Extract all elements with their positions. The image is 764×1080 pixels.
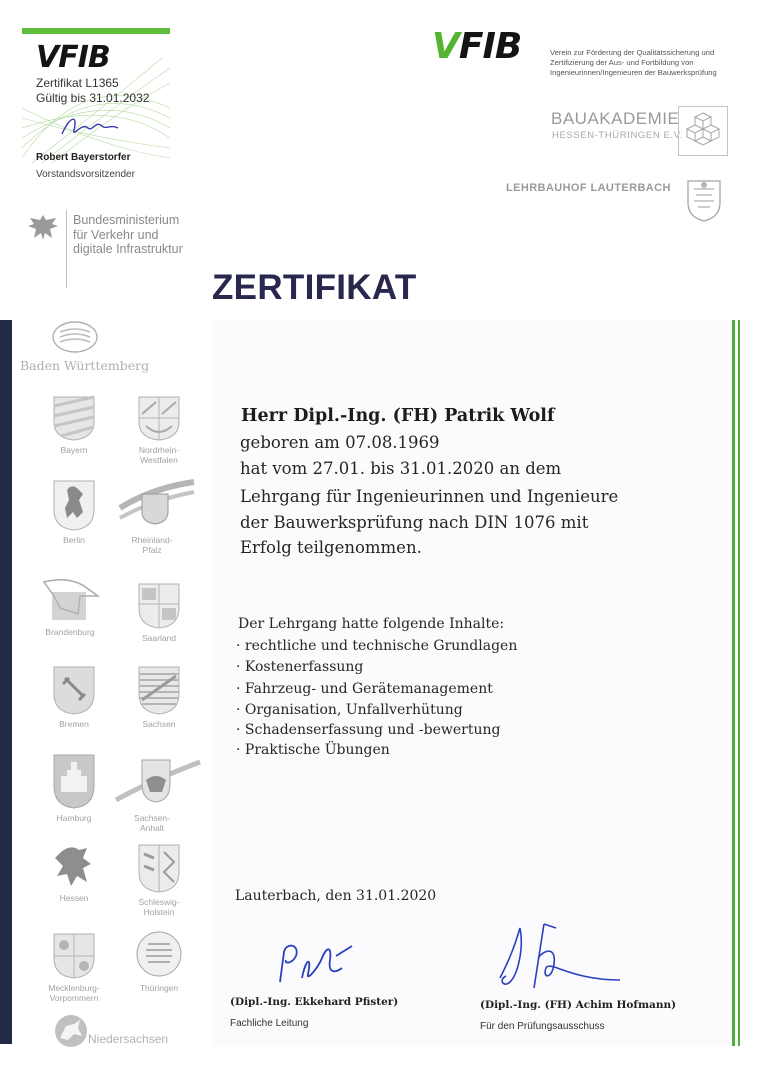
bauakademie-title: BAUAKADEMIE <box>551 109 680 128</box>
state-brandenburg <box>30 574 110 637</box>
state-hessen <box>34 842 114 903</box>
nrw-crest-icon <box>136 394 182 442</box>
bremen-key-icon <box>51 664 97 716</box>
state-bayern <box>34 394 114 455</box>
state-label: Sachsen- Anhalt <box>134 813 170 833</box>
bauakademie-subtitle: HESSEN-THÜRINGEN E.V. <box>552 130 684 141</box>
brandenburg-eagle-icon <box>38 574 102 624</box>
vfib-logo-rest: FIB <box>458 26 522 67</box>
niedersachsen-horse-icon <box>52 1014 90 1048</box>
seal-cert-number: Zertifikat L1365 <box>36 76 119 90</box>
state-rlp <box>112 478 192 555</box>
state-label: Hessen <box>59 893 89 903</box>
state-nrw <box>119 394 199 465</box>
state-berlin <box>34 478 114 545</box>
signer-2-name: (Dipl.-Ing. (FH) Achim Hofmann) <box>480 999 677 1011</box>
state-label: Bayern <box>60 445 88 455</box>
bmvi-logo <box>26 206 196 286</box>
state-label: Thüringen <box>139 983 179 993</box>
bmvi-line-3: digitale Infrastruktur <box>73 242 183 256</box>
seal-green-bar <box>22 28 170 34</box>
content-item: · Schadenserfassung und -bewertung <box>236 722 501 738</box>
signature-pfister <box>272 938 362 988</box>
federal-eagle-icon <box>26 212 60 242</box>
hamburg-castle-icon <box>51 752 97 810</box>
seal-validity: Gültig bis 31.01.2032 <box>36 91 150 105</box>
bmvi-line-1: Bundesministerium <box>73 213 180 227</box>
birth-line: geboren am 07.08.1969 <box>240 433 440 452</box>
bauakademie-cube-icon <box>678 106 728 156</box>
rlp-crest-icon <box>112 478 202 532</box>
lehrbauhof-crest-icon <box>684 175 724 223</box>
state-mecklenburg-vorpommern <box>34 928 114 1003</box>
course-norm-line: der Bauwerksprüfung nach DIN 1076 mit <box>240 513 589 532</box>
state-thueringen <box>119 928 199 993</box>
berlin-bear-icon <box>51 478 97 532</box>
hessen-lion-icon <box>51 842 97 890</box>
green-line-1 <box>732 320 735 1046</box>
state-label: Hamburg <box>56 813 92 823</box>
seal-signature <box>58 112 128 142</box>
bayern-crest-icon <box>51 394 97 442</box>
document-title: ZERTIFIKAT <box>212 268 417 307</box>
right-green-band <box>732 320 742 1046</box>
content-item: · rechtliche und technische Grundlagen <box>236 638 518 654</box>
content-item: · Kostenerfassung <box>236 659 364 675</box>
signer-1-role: Fachliche Leitung <box>230 1018 309 1029</box>
signer-2-role: Für den Prüfungsausschuss <box>480 1021 605 1032</box>
state-label: Schleswig- Holstein <box>138 897 180 917</box>
state-label: Sachsen <box>142 719 176 729</box>
state-label: Mecklenburg- Vorpommern <box>48 983 100 1003</box>
vfib-description: Verein zur Förderung der Qualitätssicherung und Zertifizierung der Aus- und Fortbildung von Ingenieurinnen/Ingenieuren der Bauwerksprüfung <box>550 48 717 77</box>
recipient-name: Herr Dipl.-Ing. (FH) Patrik Wolf <box>241 406 555 426</box>
state-label: Nordrhein- Westfalen <box>138 445 180 465</box>
certificate-seal <box>22 28 170 184</box>
content-item: · Organisation, Unfallverhütung <box>236 702 463 718</box>
sachsen-anhalt-crest-icon <box>112 752 202 810</box>
bauakademie-logo <box>548 106 738 160</box>
bmvi-divider <box>66 210 67 288</box>
state-label: Saarland <box>141 633 177 643</box>
seal-vfib-logo: VFIB <box>36 40 110 75</box>
seal-signer-role: Vorstandsvorsitzender <box>36 169 135 180</box>
baden-wuerttemberg-crest-icon <box>50 320 100 354</box>
state-label: Rheinland- Pfalz <box>131 535 173 555</box>
state-saarland <box>119 574 199 643</box>
contents-heading: Der Lehrgang hatte folgende Inhalte: <box>238 616 505 632</box>
schleswig-holstein-crest-icon <box>136 842 182 894</box>
content-item: · Praktische Übungen <box>236 742 390 758</box>
course-date-line: hat vom 27.01. bis 31.01.2020 an dem <box>240 459 562 478</box>
lehrbauhof-label: LEHRBAUHOF LAUTERBACH <box>506 182 671 194</box>
content-item: · Fahrzeug- und Gerätemanagement <box>236 681 493 697</box>
signer-1-name: (Dipl.-Ing. Ekkehard Pfister) <box>230 996 399 1008</box>
state-baden-wuerttemberg: Baden Württemberg <box>20 358 150 373</box>
place-date: Lauterbach, den 31.01.2020 <box>235 888 437 904</box>
course-title-line: Lehrgang für Ingenieurinnen und Ingenieure <box>240 487 619 506</box>
vfib-logo <box>432 26 521 67</box>
state-niedersachsen: Niedersachsen <box>88 1032 169 1046</box>
vfib-logo-v: V <box>432 26 459 67</box>
bmvi-text <box>73 213 183 257</box>
saarland-crest-icon <box>136 574 182 630</box>
left-navy-band <box>0 320 12 1044</box>
success-line: Erfolg teilgenommen. <box>240 538 422 557</box>
green-line-2 <box>738 320 740 1046</box>
state-label: Berlin <box>63 535 85 545</box>
state-sachsen <box>119 664 199 729</box>
seal-signer-name: Robert Bayerstorfer <box>36 152 131 163</box>
sachsen-crest-icon <box>136 664 182 716</box>
bmvi-line-2: für Verkehr und <box>73 227 159 242</box>
thueringen-crest-icon <box>134 928 184 980</box>
state-sachsen-anhalt <box>112 752 192 833</box>
state-bremen <box>34 664 114 729</box>
mv-crest-icon <box>51 928 97 980</box>
state-label: Brandenburg <box>45 627 95 637</box>
state-schleswig-holstein <box>119 842 199 917</box>
signature-hofmann <box>490 918 630 998</box>
state-label: Bremen <box>59 719 89 729</box>
state-hamburg <box>34 752 114 823</box>
